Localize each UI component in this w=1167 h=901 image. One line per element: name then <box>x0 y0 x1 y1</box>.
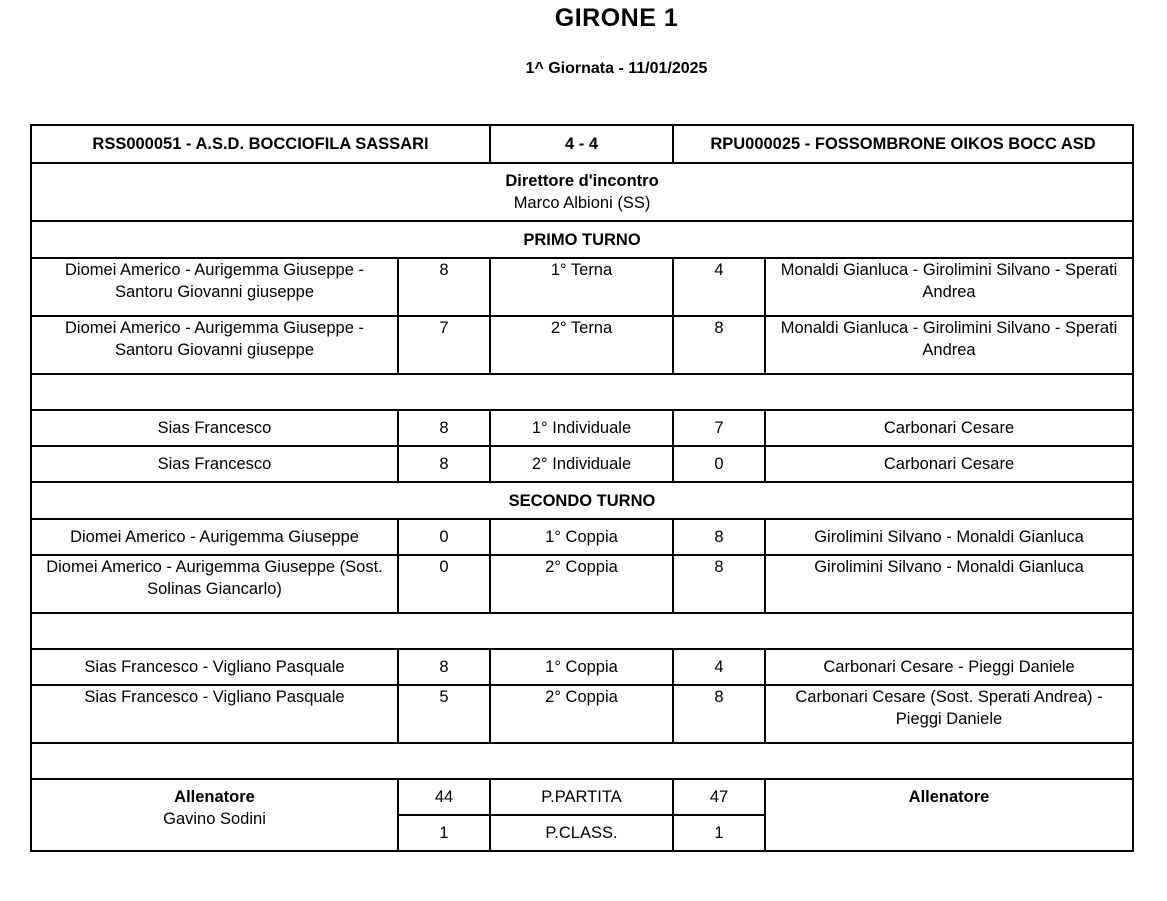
match-header-row <box>31 125 1133 163</box>
round-date: 1^ Giornata - 11/01/2025 <box>525 60 708 77</box>
section-header-primo <box>31 221 1133 258</box>
away-players: Carbonari Cesare <box>765 446 1133 482</box>
page-title: GIRONE 1 <box>554 4 679 32</box>
home-score: 5 <box>398 685 490 743</box>
section-header-secondo <box>31 482 1133 519</box>
home-coach-name: Gavino Sodini <box>163 810 266 828</box>
home-players: Sias Francesco <box>31 410 398 446</box>
away-players: Girolimini Silvano - Monaldi Gianluca <box>765 519 1133 555</box>
table-row <box>31 685 1133 743</box>
away-score: 0 <box>673 446 765 482</box>
away-score: 8 <box>673 316 765 374</box>
home-score: 8 <box>398 258 490 316</box>
game-type: 2° Coppia <box>490 555 673 613</box>
director-name: Marco Albioni (SS) <box>513 194 651 212</box>
away-team: RPU000025 - FOSSOMBRONE OIKOS BOCC ASD <box>673 125 1133 163</box>
match-score: 4 - 4 <box>490 125 673 163</box>
table-row <box>31 555 1133 613</box>
spacer-row <box>31 743 1133 779</box>
game-type: 2° Individuale <box>490 446 673 482</box>
home-players: Sias Francesco - Vigliano Pasquale <box>31 649 398 685</box>
home-score: 8 <box>398 410 490 446</box>
home-players: Diomei Americo - Aurigemma Giuseppe (Sost. Solinas Giancarlo) <box>31 555 398 613</box>
away-score: 7 <box>673 410 765 446</box>
away-score: 4 <box>673 258 765 316</box>
home-players: Sias Francesco - Vigliano Pasquale <box>31 685 398 743</box>
secondo-turno-label: SECONDO TURNO <box>31 482 1133 519</box>
away-players: Carbonari Cesare <box>765 410 1133 446</box>
away-score: 8 <box>673 685 765 743</box>
primo-turno-label: PRIMO TURNO <box>31 221 1133 258</box>
table-row <box>31 519 1133 555</box>
away-score: 8 <box>673 519 765 555</box>
table-row <box>31 446 1133 482</box>
table-row <box>31 258 1133 316</box>
game-type: 2° Coppia <box>490 685 673 743</box>
director-row <box>31 163 1133 221</box>
home-score: 0 <box>398 519 490 555</box>
match-report-table <box>30 124 1134 852</box>
away-score: 8 <box>673 555 765 613</box>
game-type: 1° Coppia <box>490 519 673 555</box>
game-type: 1° Terna <box>490 258 673 316</box>
table-row <box>31 316 1133 374</box>
away-score: 4 <box>673 649 765 685</box>
away-coach-cell <box>765 779 1133 851</box>
partita-label: P.PARTITA <box>490 779 673 815</box>
game-type: 2° Terna <box>490 316 673 374</box>
away-players: Carbonari Cesare (Sost. Sperati Andrea) - Pieggi Daniele <box>765 685 1133 743</box>
home-score: 8 <box>398 649 490 685</box>
home-coach-cell <box>31 779 398 851</box>
game-type: 1° Coppia <box>490 649 673 685</box>
director-label: Direttore d'incontro <box>505 172 659 190</box>
table-row <box>31 649 1133 685</box>
home-team: RSS000051 - A.S.D. BOCCIOFILA SASSARI <box>31 125 490 163</box>
home-players: Diomei Americo - Aurigemma Giuseppe - Santoru Giovanni giuseppe <box>31 258 398 316</box>
class-away: 1 <box>673 815 765 851</box>
class-home: 1 <box>398 815 490 851</box>
partita-home: 44 <box>398 779 490 815</box>
home-players: Diomei Americo - Aurigemma Giuseppe - Santoru Giovanni giuseppe <box>31 316 398 374</box>
class-label: P.CLASS. <box>490 815 673 851</box>
footer-row-partita <box>31 779 1133 815</box>
away-players: Monaldi Gianluca - Girolimini Silvano - Sperati Andrea <box>765 258 1133 316</box>
away-players: Carbonari Cesare - Pieggi Daniele <box>765 649 1133 685</box>
home-players: Sias Francesco <box>31 446 398 482</box>
table-row <box>31 410 1133 446</box>
away-coach-label: Allenatore <box>908 788 990 806</box>
home-score: 7 <box>398 316 490 374</box>
home-players: Diomei Americo - Aurigemma Giuseppe <box>31 519 398 555</box>
away-players: Girolimini Silvano - Monaldi Gianluca <box>765 555 1133 613</box>
spacer-row <box>31 613 1133 649</box>
game-type: 1° Individuale <box>490 410 673 446</box>
home-coach-label: Allenatore <box>174 788 255 806</box>
away-players: Monaldi Gianluca - Girolimini Silvano - Sperati Andrea <box>765 316 1133 374</box>
home-score: 0 <box>398 555 490 613</box>
partita-away: 47 <box>673 779 765 815</box>
spacer-row <box>31 374 1133 410</box>
home-score: 8 <box>398 446 490 482</box>
